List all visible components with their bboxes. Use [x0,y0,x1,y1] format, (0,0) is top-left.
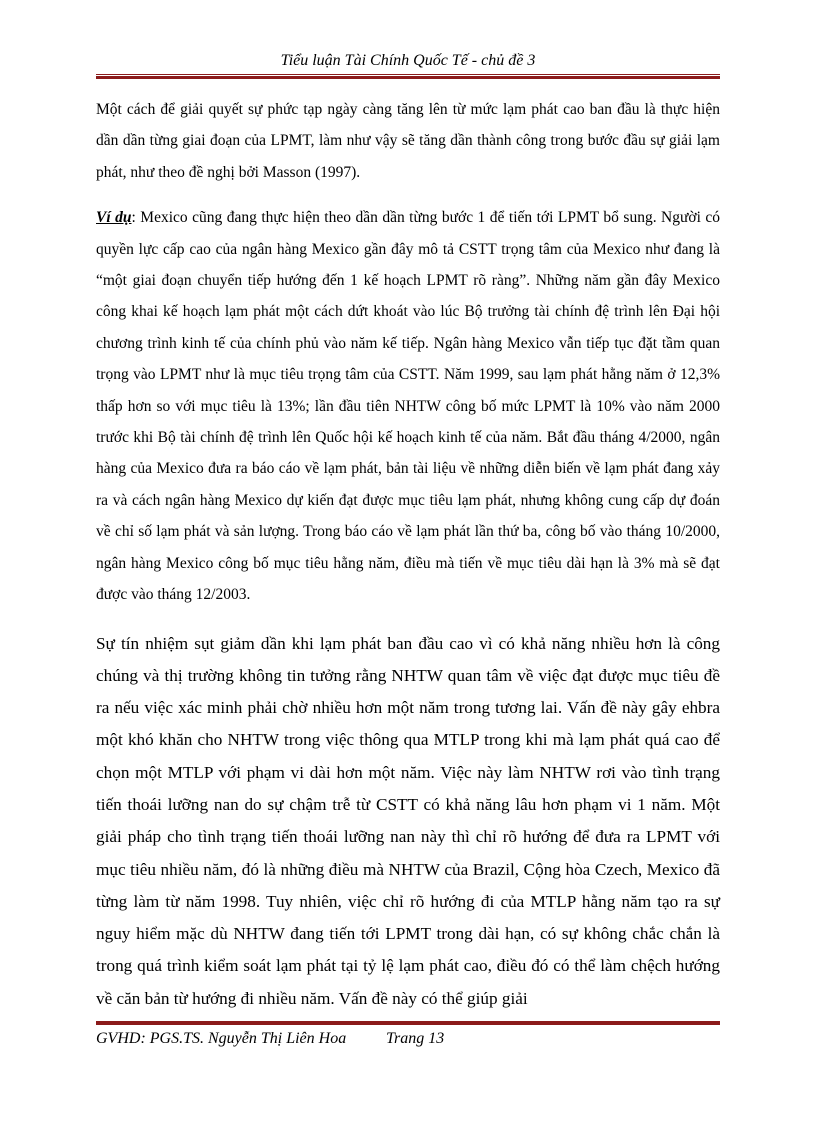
example-text: : Mexico cũng đang thực hiện theo dần dần từng bước 1 để tiến tới LPMT bổ sung. Người có quyền lực cấp cao của ngân hàng Mexico gần đây mô tả CSTT trọng tâm của Mexico như đang là “một giai đoạn chuyển tiếp hướng đến 1 kế hoạch LPMT rõ ràng”. Những năm gần đây Mexico công khai kế hoạch lạm phát một cách dứt khoát vào lúc Bộ trưởng tài chính đệ trình lên Đại hội chương trình kinh tế của chính phủ vào năm kế tiếp. Ngân hàng Mexico vẫn tiếp tục đặt tầm quan trọng vào LPMT như là mục tiêu trọng tâm của CSTT. Năm 1999, sau lạm phát hằng năm ở 12,3% thấp hơn so với mục tiêu là 13%; lần đầu tiên NHTW công bố mức LPMT là 10% vào năm 2000 trước khi Bộ tài chính đệ trình lên Quốc hội kế hoạch kinh tế của năm. Bắt đầu tháng 4/2000, ngân hàng của Mexico đưa ra báo cáo về lạm phát, bản tài liệu về những diễn biến về lạm phát đang xảy ra và cách ngân hàng Mexico dự kiến đạt được mục tiêu lạm phát, nhưng không cung cấp dự đoán về chỉ số lạm phát và sản lượng. Trong báo cáo về lạm phát lần thứ ba, công bố vào tháng 10/2000, ngân hàng Mexico công bố mục tiêu hằng năm, điều mà tiến về mục tiêu dài hạn là 3% mà sẽ đạt được vào tháng 12/2003. [96,209,720,604]
document-body [96,94,720,1015]
paragraph-credibility: Sự tín nhiệm sụt giảm dần khi lạm phát ban đầu cao vì có khả năng nhiều hơn là công chúng và thị trường không tin tưởng rằng NHTW quan tâm về việc đạt được mục tiêu đề ra nếu việc xác minh phải chờ nhiều hơn một năm trong tương lai. Vấn đề này gây ehbra một khó khăn cho NHTW trong việc thông qua MTLP trong khi mà lạm phát quá cao để chọn một MTLP với phạm vi dài hơn một năm. Việc này làm NHTW rơi vào tình trạng tiến thoái lưỡng nan do sự chậm trễ từ CSTT có khả năng lâu hơn phạm vi 1 năm. Một giải pháp cho tình trạng tiến thoái lưỡng nan này thì chỉ rõ hướng để đưa ra LPMT với mục tiêu nhiều năm, đó là những điều mà NHTW của Brazil, Cộng hòa Czech, Mexico đã từng làm từ năm 1998. Tuy nhiên, việc chỉ rõ hướng đi của MTLP hằng năm tạo ra sự nguy hiểm mặc dù NHTW đang tiến tới LPMT trong dài hạn, có sự không chắc chắn là trong quá trình kiểm soát lạm phát tại tỷ lệ lạm phát cao, điều đó có thể làm chệch hướng về căn bản từ hướng đi nhiều năm. Vấn đề này có thể giúp giải [96,633,720,1008]
footer-rule [96,1020,720,1025]
header-title: Tiểu luận Tài Chính Quốc Tế - chủ đề 3 [280,52,536,69]
example-label: Ví dụ [96,209,132,227]
footer-supervisor: GVHD: PGS.TS. Nguyễn Thị Liên Hoa [96,1030,347,1047]
header-rule [96,74,720,79]
paragraph-intro: Một cách để giải quyết sự phức tạp ngày càng tăng lên từ mức lạm phát cao ban đầu là thực hiện dần dần từng giai đoạn của LPMT, làm như vậy sẽ tăng dần thành công trong bước đầu sự giải lạm phát, như theo đề nghị bởi Masson (1997). [96,101,720,181]
paragraph-example [96,202,720,610]
footer-page-number: Trang 13 [386,1030,445,1047]
